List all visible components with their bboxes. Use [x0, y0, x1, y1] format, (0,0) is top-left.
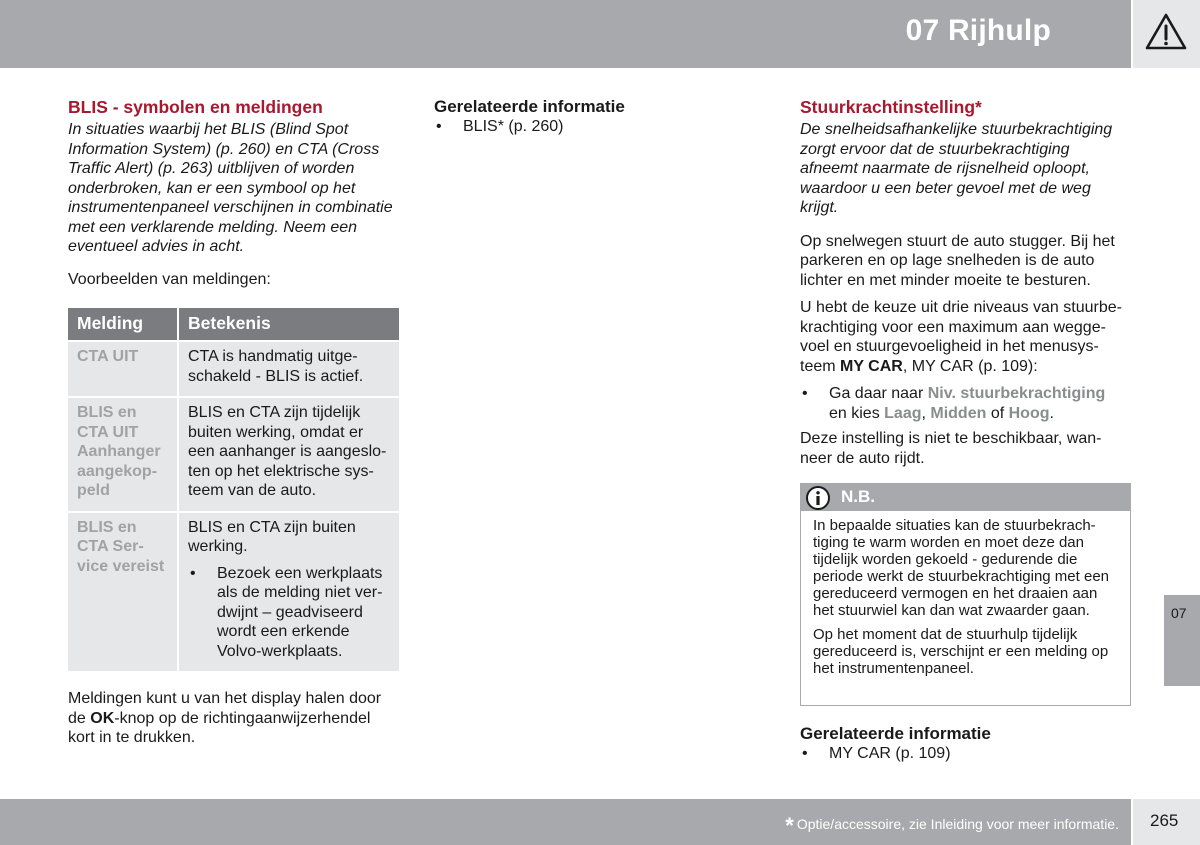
message-advice: Bezoek een werkplaats als de melding niet ver-dwijnt – geadviseerd wordt een erkende Volvo-werkplaats. [217, 564, 383, 660]
asterisk-mark: * [785, 813, 794, 838]
middle-column [434, 97, 764, 137]
page-number-box [1133, 799, 1200, 845]
message-key: BLIS en CTA UIT Aanhanger aangekop-peld [68, 398, 177, 513]
note-header [801, 484, 1130, 511]
option-hoog: Hoog [1008, 404, 1050, 422]
messages-table [68, 308, 399, 673]
steering-paragraph-3: Deze instelling is niet te beschikbaar, wan-neer de auto rijdt. [800, 430, 1102, 467]
examples-label: Voorbeelden van meldingen: [68, 270, 271, 288]
table-row [68, 398, 399, 513]
separator: of [986, 404, 1009, 422]
table-row [68, 513, 399, 674]
separator: , [921, 404, 931, 422]
option-midden: Midden [930, 404, 987, 422]
related-link-label[interactable]: BLIS* (p. 260) [463, 118, 564, 135]
closing-text-post: -knop op de richtingaanwijzerhendel kort in te drukken. [68, 709, 371, 746]
separator: . [1049, 404, 1054, 422]
message-key: CTA UIT [68, 342, 177, 398]
related-link-mycar[interactable] [800, 744, 1131, 764]
bullet-dot: • [802, 385, 808, 402]
list-item [188, 564, 390, 662]
warning-box [1133, 0, 1200, 68]
ok-button-label: OK [90, 709, 115, 727]
info-icon [804, 485, 832, 511]
related-info-title: Gerelateerde informatie [434, 97, 625, 116]
related-info-title: Gerelateerde informatie [800, 724, 991, 743]
right-column [800, 96, 1131, 468]
blis-lead: In situaties waarbij het BLIS (Blind Spot Information System) (p. 260) en CTA (Cross Traffic Alert) (p. 263) uitblijven of worden onderbroken, kan er een symbool op het instrumentenpaneel verschijnen in combinatie met een verklarende melding. Neem een eventueel advies in acht. [68, 121, 393, 255]
column-header-betekenis: Betekenis [177, 308, 399, 342]
p2-text-post: , MY CAR (p. 109): [902, 357, 1038, 375]
page-number: 265 [1150, 811, 1179, 830]
right-related [800, 724, 1131, 764]
my-car-label: MY CAR [840, 357, 903, 375]
bullet-dot: • [802, 745, 808, 762]
p2-text: U hebt de keuze uit drie niveaus van stuurbe-krachtiging voor een maximum aan wegge-voel en stuurgevoeligheid in het menusys-teem [800, 299, 1122, 375]
related-link-label[interactable]: MY CAR (p. 109) [829, 745, 951, 762]
warning-triangle-icon [1144, 12, 1188, 52]
message-meaning: CTA is handmatig uitge-schakeld - BLIS is actief. [177, 342, 399, 398]
header-bar [0, 0, 1131, 68]
bullet-dot: • [436, 118, 442, 135]
steering-paragraph-1: Op snelwegen stuurt de auto stugger. Bij het parkeren en op lage snelheden is de auto lichter en met minder moeite te besturen. [800, 232, 1115, 289]
left-column [68, 96, 400, 748]
list-item [800, 384, 1131, 423]
menu-option-steering-level: Niv. stuurbekrachtiging [927, 385, 1106, 402]
note-body [801, 511, 1130, 677]
closing-text-pre: Meldingen kunt u van het display halen door de [68, 690, 382, 727]
bullet-dot: • [190, 564, 196, 582]
bullet-mid: en kies [829, 404, 885, 422]
table-row [68, 342, 399, 398]
footer-note [785, 813, 1119, 839]
note-box [800, 483, 1131, 706]
table-header-row [68, 308, 399, 342]
section-title-steering: Stuurkrachtinstelling* [800, 97, 982, 117]
chapter-title: 07 Rijhulp [905, 14, 1051, 47]
bullet-pre: Ga daar naar [829, 385, 928, 402]
closing-text [68, 689, 400, 748]
message-meaning-cell [177, 513, 399, 674]
message-meaning: BLIS en CTA zijn buiten werking. [188, 518, 356, 555]
option-laag: Laag [884, 404, 922, 422]
message-key: BLIS en CTA Ser-vice vereist [68, 513, 177, 674]
steering-paragraph-2 [800, 298, 1131, 376]
message-meaning: BLIS en CTA zijn tijdelijk buiten werking, omdat er een aanhanger is aangeslo-ten op het elektrische sys-teem van de auto. [177, 398, 399, 513]
note-title: N.B. [841, 487, 875, 506]
chapter-tab-label: 07 [1171, 605, 1187, 621]
column-header-melding: Melding [68, 308, 177, 342]
note-paragraph-1: In bepaalde situaties kan de stuurbekrach-tiging te warm worden en moet deze dan tijdelijk worden gekoeld - gedurende die periode werkt de stuurbekrachtiging met een gereduceerd vermogen en het draaien aan het stuurwiel kan dan wat zwaarder gaan. [813, 517, 1110, 619]
steering-lead: De snelheidsafhankelijke stuurbekrachtiging zorgt ervoor dat de stuurbekrachtiging afneemt naarmate de rijsnelheid oploopt, waardoor u een beter gevoel met de weg krijgt. [800, 121, 1113, 216]
footer-note-text: Optie/accessoire, zie Inleiding voor meer informatie. [796, 816, 1119, 832]
section-title-blis: BLIS - symbolen en meldingen [68, 97, 323, 117]
note-paragraph-2: Op het moment dat de stuurhulp tijdelijk gereduceerd is, verschijnt er een melding op het instrumentenpaneel. [813, 626, 1109, 677]
footer-bar [0, 799, 1131, 845]
related-link-blis[interactable] [434, 117, 764, 137]
chapter-side-tab [1164, 595, 1200, 686]
